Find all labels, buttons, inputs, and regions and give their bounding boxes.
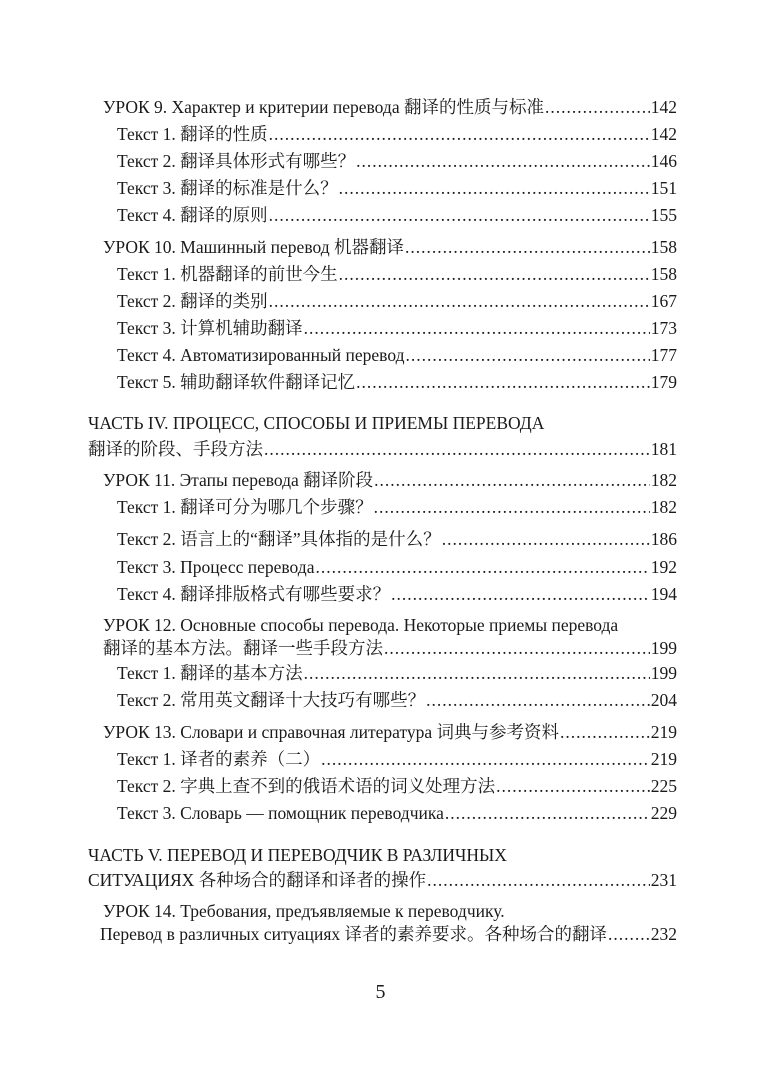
- toc-entry-title: Текст 2. 字典上查不到的俄语术语的词义处理方法: [117, 776, 496, 796]
- dot-leader: [560, 719, 650, 745]
- toc-entry-page: 219: [650, 749, 677, 769]
- toc-entry-page: 181: [650, 439, 677, 459]
- toc-entry-lesson-10[interactable]: [103, 234, 677, 260]
- toc-entry-page: 194: [650, 584, 677, 604]
- toc-entry-text[interactable]: [117, 261, 677, 287]
- toc-entry-page: 173: [650, 318, 677, 338]
- toc-entry-text[interactable]: [117, 494, 677, 520]
- dot-leader: [405, 342, 649, 368]
- toc-entry-lesson-11[interactable]: [103, 467, 677, 493]
- toc-entry-title: Текст 1. 翻译的性质: [117, 124, 268, 144]
- toc-lesson-heading: УРОК 14. Требования, предъявляемые к переводчику.: [103, 901, 505, 921]
- dot-leader: [356, 369, 650, 395]
- toc-entry-title: 翻译的阶段、手段方法: [88, 439, 263, 459]
- dot-leader: [608, 921, 650, 947]
- toc-entry-text[interactable]: [117, 526, 677, 552]
- toc-entry-page: 179: [650, 372, 677, 392]
- toc-entry-title: УРОК 13. Словари и справочная литература 词典与参考资料: [103, 722, 560, 742]
- toc-entry-text[interactable]: [117, 746, 677, 772]
- toc-entry-page: 231: [650, 870, 677, 890]
- toc-entry-title: Текст 1. 翻译可分为哪几个步骤？: [117, 497, 373, 517]
- toc-entry-text[interactable]: [117, 175, 677, 201]
- toc-entry-title: Текст 3. 计算机辅助翻译: [117, 318, 303, 338]
- dot-leader: [269, 202, 650, 228]
- toc-entry-title: Текст 5. 辅助翻译软件翻译记忆: [117, 372, 356, 392]
- toc-entry-page: 142: [650, 124, 677, 144]
- toc-entry-page: 182: [650, 497, 677, 517]
- page-number: 5: [375, 981, 386, 1003]
- toc-entry-page: 151: [650, 178, 677, 198]
- dot-leader: [339, 175, 650, 201]
- toc-entry-text[interactable]: [117, 342, 677, 368]
- toc-entry-page: 229: [650, 803, 677, 823]
- dot-leader: [374, 467, 650, 493]
- toc-entry-title: Текст 4. 翻译的原则: [117, 205, 268, 225]
- toc-entry-page: 199: [650, 638, 677, 658]
- toc-entry-text[interactable]: [117, 800, 677, 826]
- toc-entry-page: 142: [650, 97, 677, 117]
- dot-leader: [426, 687, 650, 713]
- dot-leader: [427, 867, 650, 893]
- dot-leader: [264, 436, 650, 462]
- dot-leader: [545, 94, 650, 120]
- toc-entry-title: 翻译的基本方法。翻译一些手段方法: [103, 638, 383, 658]
- dot-leader: [445, 800, 650, 826]
- toc-lesson-heading: УРОК 12. Основные способы перевода. Некоторые приемы перевода: [103, 615, 619, 635]
- toc-entry-page: 177: [650, 345, 677, 365]
- toc-part-heading: ЧАСТЬ IV. ПРОЦЕСС, СПОСОБЫ И ПРИЕМЫ ПЕРЕВОДА: [88, 413, 545, 433]
- toc-entry-text[interactable]: [117, 288, 677, 314]
- toc-entry-text[interactable]: [117, 369, 677, 395]
- toc-entry-page: 192: [650, 557, 677, 577]
- toc-entry-part-5[interactable]: [88, 867, 677, 893]
- toc-entry-page: 158: [650, 237, 677, 257]
- dot-leader: [405, 234, 650, 260]
- dot-leader: [374, 494, 650, 520]
- toc-entry-page: 155: [650, 205, 677, 225]
- dot-leader: [315, 554, 649, 580]
- toc-entry-title: Текст 4. 翻译排版格式有哪些要求？: [117, 584, 391, 604]
- toc-entry-title: Текст 2. 语言上的“翻译”具体指的是什么？: [117, 529, 441, 549]
- toc-entry-title: Текст 3. Процесс перевода: [117, 557, 315, 577]
- toc-entry-page: 232: [650, 924, 677, 944]
- toc-entry-page: 204: [650, 690, 677, 710]
- toc-entry-page: 225: [650, 776, 677, 796]
- dot-leader: [391, 581, 650, 607]
- toc-entry-title: Текст 1. 译者的素养（二）: [117, 749, 321, 769]
- toc-entry-title: Текст 2. 常用英文翻译十大技巧有哪些？: [117, 690, 426, 710]
- dot-leader: [356, 148, 650, 174]
- toc-entry-title: Текст 1. 翻译的基本方法: [117, 663, 303, 683]
- dot-leader: [304, 660, 650, 686]
- toc-entry-part-4[interactable]: [88, 436, 677, 462]
- dot-leader: [339, 261, 650, 287]
- toc-entry-title: УРОК 9. Характер и критерии перевода 翻译的性质与标准: [103, 97, 544, 117]
- toc-entry-title: Текст 3. Словарь — помощник переводчика: [117, 803, 444, 823]
- toc-entry-text[interactable]: [117, 554, 677, 580]
- toc-entry-text[interactable]: [117, 202, 677, 228]
- dot-leader: [269, 288, 650, 314]
- toc-part-heading: ЧАСТЬ V. ПЕРЕВОД И ПЕРЕВОДЧИК В РАЗЛИЧНЫХ: [88, 845, 507, 865]
- toc-entry-text[interactable]: [117, 121, 677, 147]
- toc-entry-page: 167: [650, 291, 677, 311]
- dot-leader: [269, 121, 650, 147]
- toc-entry-page: 219: [650, 722, 677, 742]
- toc-entry-lesson-9[interactable]: [103, 94, 677, 120]
- toc-entry-title: Текст 2. 翻译的类别: [117, 291, 268, 311]
- dot-leader: [442, 526, 650, 552]
- toc-entry-page: 146: [650, 151, 677, 171]
- toc-entry-title: Перевод в различных ситуациях 译者的素养要求。各种场合的翻译: [100, 924, 608, 944]
- toc-entry-page: 199: [650, 663, 677, 683]
- toc-entry-title: Текст 4. Автоматизированный перевод: [117, 345, 405, 365]
- toc-entry-lesson-12[interactable]: [103, 635, 677, 661]
- toc-entry-text[interactable]: [117, 660, 677, 686]
- dot-leader: [304, 315, 650, 341]
- toc-entry-text[interactable]: [117, 148, 677, 174]
- toc-entry-text[interactable]: [117, 773, 677, 799]
- toc-entry-page: 182: [650, 470, 677, 490]
- toc-entry-title: УРОК 10. Машинный перевод 机器翻译: [103, 237, 404, 257]
- dot-leader: [321, 746, 650, 772]
- dot-leader: [496, 773, 650, 799]
- toc-entry-lesson-14[interactable]: [100, 921, 677, 947]
- toc-entry-page: 158: [650, 264, 677, 284]
- toc-entry-title: Текст 1. 机器翻译的前世今生: [117, 264, 338, 284]
- toc-entry-text[interactable]: [117, 315, 677, 341]
- toc-entry-text[interactable]: [117, 687, 677, 713]
- toc-entry-lesson-13[interactable]: [103, 719, 677, 745]
- toc-entry-page: 186: [650, 529, 677, 549]
- toc-entry-title: Текст 3. 翻译的标准是什么？: [117, 178, 338, 198]
- toc-entry-text[interactable]: [117, 581, 677, 607]
- toc-entry-title: УРОК 11. Этапы перевода 翻译阶段: [103, 470, 374, 490]
- toc-entry-title: Текст 2. 翻译具体形式有哪些？: [117, 151, 356, 171]
- toc-entry-title: СИТУАЦИЯХ 各种场合的翻译和译者的操作: [88, 870, 427, 890]
- dot-leader: [384, 635, 650, 661]
